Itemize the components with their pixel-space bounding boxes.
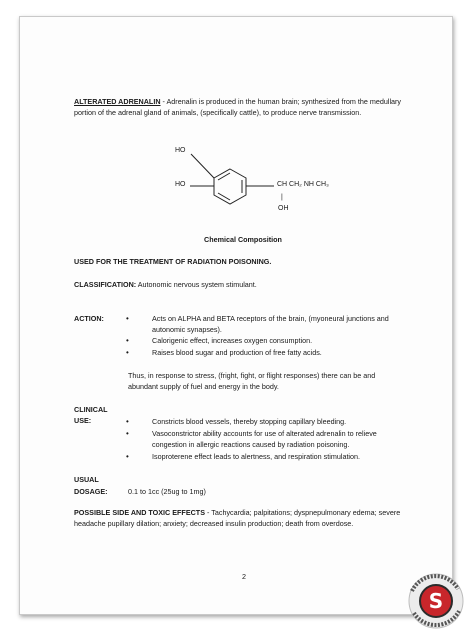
side-effects-label: POSSIBLE SIDE AND TOXIC EFFECTS: [74, 508, 205, 517]
bullet-icon: •: [126, 452, 129, 461]
bullet-icon: •: [126, 336, 129, 345]
clinical-item-2: Vasoconstrictor ability accounts for use of alterated adrenalin to relieve: [152, 429, 377, 438]
chemical-caption: Chemical Composition: [204, 235, 282, 244]
drug-title: ALTERATED ADRENALIN: [74, 97, 161, 106]
used-for-heading: USED FOR THE TREATMENT OF RADIATION POISONING.: [74, 257, 272, 266]
vertical-bond: |: [281, 194, 283, 201]
action-note-2: abundant supply of fuel and energy in the body.: [128, 382, 279, 391]
side-effects-line-1: [74, 508, 400, 518]
bond-top-ho: [191, 154, 214, 178]
ho-left-label: HO: [175, 181, 186, 188]
action-note-1: Thus, in response to stress, (fright, fight, or flight responses) there can be and: [128, 371, 376, 380]
chain-label: CH CH₂ NH CH₃: [277, 181, 329, 188]
action-label: ACTION:: [74, 314, 104, 323]
dosage-label-1: USUAL: [74, 475, 99, 484]
action-item-2: Calorigenic effect, increases oxygen consumption.: [152, 336, 313, 345]
ho-top-label: HO: [175, 147, 186, 154]
clinical-label-2: USE:: [74, 416, 92, 425]
seal-logo-icon: [404, 571, 466, 629]
clinical-item-3: Isoproterene effect leads to alertness, and respiration stimulation.: [152, 452, 361, 461]
action-item-3: Raises blood sugar and production of free fatty acids.: [152, 348, 322, 357]
classification-line: [74, 280, 257, 290]
bullet-icon: •: [126, 348, 129, 357]
classification-value: Autonomic nervous system stimulant.: [136, 280, 257, 289]
inner-bond: [218, 193, 230, 200]
side-effects-line-2: headache pupillary dilation; anxiety; decreased insulin production; death from overdose.: [74, 519, 354, 528]
bullet-icon: •: [126, 417, 129, 426]
side-effects-text: - Tachycardia; palpitations; dyspnepulmonary edema; severe: [205, 508, 401, 517]
dosage-value: 0.1 to 1cc (25ug to 1mg): [128, 487, 206, 496]
benzene-ring: [214, 169, 246, 204]
clinical-item-2-cont: congestion in allergic reactions caused by radiation poisoning.: [152, 440, 350, 449]
action-item-1: Acts on ALPHA and BETA receptors of the brain, (myoneural junctions and: [152, 314, 389, 323]
clinical-label-1: CLINICAL: [74, 405, 108, 414]
classification-label: CLASSIFICATION:: [74, 280, 137, 289]
inner-bond: [218, 173, 230, 180]
seal-letter: S: [428, 589, 444, 613]
dosage-label-2: DOSAGE:: [74, 487, 108, 496]
bullet-icon: •: [126, 314, 129, 323]
intro-text-1: - Adrenalin is produced in the human brain; synthesized from the medullary: [160, 97, 402, 106]
intro-line-2: portion of the adrenal gland of animals, (specifically cattle), to produce nerve transmission.: [74, 108, 362, 117]
oh-label: OH: [278, 205, 289, 212]
clinical-item-1: Constricts blood vessels, thereby stopping capillary bleeding.: [152, 417, 347, 426]
bullet-icon: •: [126, 429, 129, 438]
page-number: 2: [242, 572, 246, 581]
action-item-1-cont: autonomic synapses).: [152, 325, 222, 334]
